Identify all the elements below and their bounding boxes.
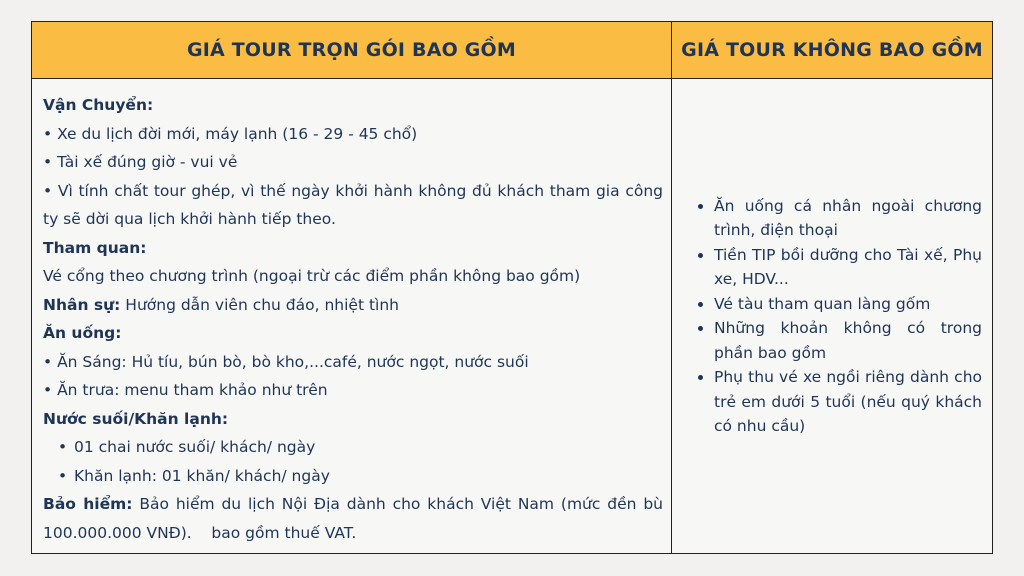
staff-text: Hướng dẫn viên chu đáo, nhiệt tình [120,295,399,314]
transport-item: • Xe du lịch đời mới, máy lạnh (16 - 29 - 45 chổ) [43,124,418,143]
insurance-text: Bảo hiểm du lịch Nội Địa dành cho khách Việt Nam (mức đền bù 100.000.000 VNĐ). bao gồm thuế VAT. [43,495,668,542]
water-item-text: 01 chai nước suối/ khách/ ngày [74,438,316,456]
excluded-cell [672,79,992,553]
meals-title: Ăn uống: [43,324,122,342]
sightseeing-title: Tham quan: [43,238,147,257]
water-item [43,462,663,491]
excluded-list [692,194,982,439]
bullet-icon: • [58,438,68,456]
insurance-label: Bảo hiểm: [43,495,133,513]
insurance-line [43,490,668,547]
meals-item: • Ăn Sáng: Hủ tíu, bún bò, bò kho,...café, nước ngọt, nước suối [43,352,529,371]
transport-title: Vận Chuyển: [43,96,154,114]
water-item-text: Khăn lạnh: 01 khăn/ khách/ ngày [74,466,330,485]
tour-price-table [31,21,993,554]
excluded-item: • Ăn uống cá nhân ngoài chương trình, điện thoại [714,194,982,243]
water-title: Nước suối/Khăn lạnh: [43,409,229,428]
staff-label: Nhân sự: [43,295,121,314]
excluded-item: • Vé tàu tham quan làng gốm [714,292,982,317]
water-item [43,433,663,462]
excluded-item: • Phụ thu vé xe ngồi riêng dành cho trẻ em dưới 5 tuổi (nếu quý khách có nhu cầu) [714,365,982,439]
excluded-header: GIÁ TOUR KHÔNG BAO GỒM [672,22,992,79]
included-cell [32,79,672,553]
staff-line [43,291,663,320]
excluded-item: • Tiền TIP bồi dưỡng cho Tài xế, Phụ xe, HDV... [714,243,982,292]
included-header: GIÁ TOUR TRỌN GÓI BAO GỒM [32,22,672,79]
transport-item: • Tài xế đúng giờ - vui vẻ [43,153,238,171]
transport-item: • Vì tính chất tour ghép, vì thế ngày khởi hành không đủ khách tham gia công ty sẽ dời qua lịch khởi hành tiếp theo. [43,181,663,228]
sightseeing-text: Vé cổng theo chương trình (ngoại trừ các điểm phần không bao gồm) [43,267,581,285]
excluded-item: • Những khoản không có trong phần bao gồm [714,316,982,365]
bullet-icon: • [58,466,68,485]
meals-item: • Ăn trưa: menu tham khảo như trên [43,381,328,399]
